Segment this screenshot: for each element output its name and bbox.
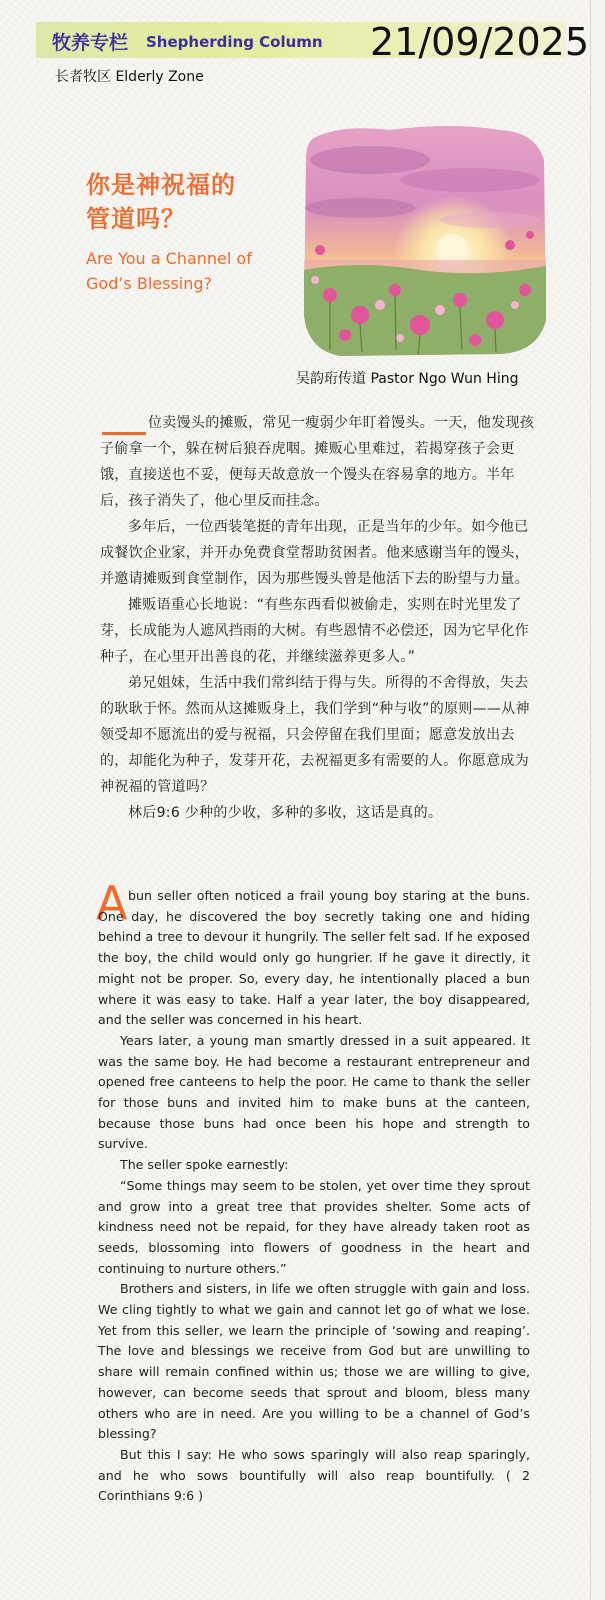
en-paragraph: bun seller often noticed a frail young boy staring at the buns. One day, he discovered the boy secretly taking one and hiding behind a tree to devour it hungrily. The seller felt sad. If he exposed the boy, the child would only go hungrier. If he gave it directly, it might not be proper. So, every day, he intentionally placed a bun where it was easy to take. Half a year later, the boy disappeared, and the seller was concerned in his heart. (98, 888, 530, 1028)
chinese-article-body (100, 410, 536, 826)
sunset-flower-illustration (300, 120, 548, 358)
en-paragraph: Brothers and sisters, in life we often struggle with gain and loss. We cling tightly to what we gain and cannot let go of what we lose. Yet from this seller, we learn the principle of ‘sowing and reaping’. The love and blessings we receive from God but are unwilling to share will remain confined within us; those we are willing to give, however, can become seeds that sprout and bloom, bless many others who are in need. Are you willing to be a channel of God’s blessing? (98, 1281, 530, 1442)
title-cn-line1: 你是神祝福的 (86, 171, 236, 199)
title-en-line1: Are You a Channel of (86, 249, 252, 268)
column-title-en: Shepherding Column (146, 33, 323, 51)
author-byline: 吴韵珩传道 Pastor Ngo Wun Hing (296, 371, 519, 387)
title-cn-line2: 管道吗？ (86, 205, 186, 233)
column-title-cn: 牧养专栏 (52, 32, 129, 54)
cn-scripture-reference: 林后9:6 少种的少收，多种的多收，这话是真的。 (128, 805, 443, 821)
title-en-line2: God’s Blessing? (86, 274, 213, 293)
en-scripture-reference: But this I say: He who sows sparingly will also reap sparingly, and he who sows bountifully will also reap bountifully. ( 2 Corinthians 9:6 ) (98, 1446, 530, 1504)
english-article-body (98, 886, 530, 1507)
en-paragraph: Years later, a young man smartly dressed in a suit appeared. It was the same boy. He had become a restaurant entrepreneur and opened free canteens to help the poor. He came to thank the seller for those buns and invited him to make buns at the canteen, because those buns had once been his hope and strength to survive. (98, 1032, 530, 1152)
cn-paragraph: 多年后，一位西装笔挺的青年出现，正是当年的少年。如今他已成餐饮企业家，并开办免费食堂帮助贫困者。他来感谢当年的馒头，并邀请摊贩到食堂制作，因为那些馒头曾是他活下去的盼望与力量。 (100, 519, 529, 587)
zone-label: 长者牧区 Elderly Zone (55, 69, 204, 85)
en-paragraph: “Some things may seem to be stolen, yet over time they sprout and grow into a great tree that provides shelter. Some acts of kindness need not be repaid, for they have already taken root as seeds, blossoming into flowers of goodness in the heart and continuing to nurture others.” (98, 1177, 530, 1276)
article-title-cn (86, 168, 236, 236)
issue-date: 21/09/2025 (370, 20, 590, 64)
cn-paragraph: 位卖馒头的摊贩，常见一瘦弱少年盯着馒头。一天，他发现孩子偷拿一个，躲在树后狼吞虎咽。摊贩心里难过，若揭穿孩子会更饿，直接送也不妥，便每天故意放一个馒头在容易拿的地方。半年后，孩子消失了，他心里反而挂念。 (100, 415, 535, 509)
article-title-en (86, 246, 286, 296)
drop-cap: A (96, 876, 128, 930)
cn-paragraph: 弟兄姐妹，生活中我们常纠结于得与失。所得的不舍得放，失去的耿耿于怀。然而从这摊贩身上，我们学到“种与收”的原则——从神领受却不愿流出的爱与祝福，只会停留在我们里面；愿意发放出去的，却能化为种子，发芽开花，去祝福更多有需要的人。你愿意成为神祝福的管道吗？ (100, 675, 530, 795)
cn-paragraph: 摊贩语重心长地说：“有些东西看似被偷走，实则在时光里发了芽，长成能为人遮风挡雨的大树。有些恩情不必偿还，因为它早化作种子，在心里开出善良的花，并继续滋养更多人。” (100, 597, 529, 665)
en-paragraph: The seller spoke earnestly: (120, 1157, 289, 1173)
